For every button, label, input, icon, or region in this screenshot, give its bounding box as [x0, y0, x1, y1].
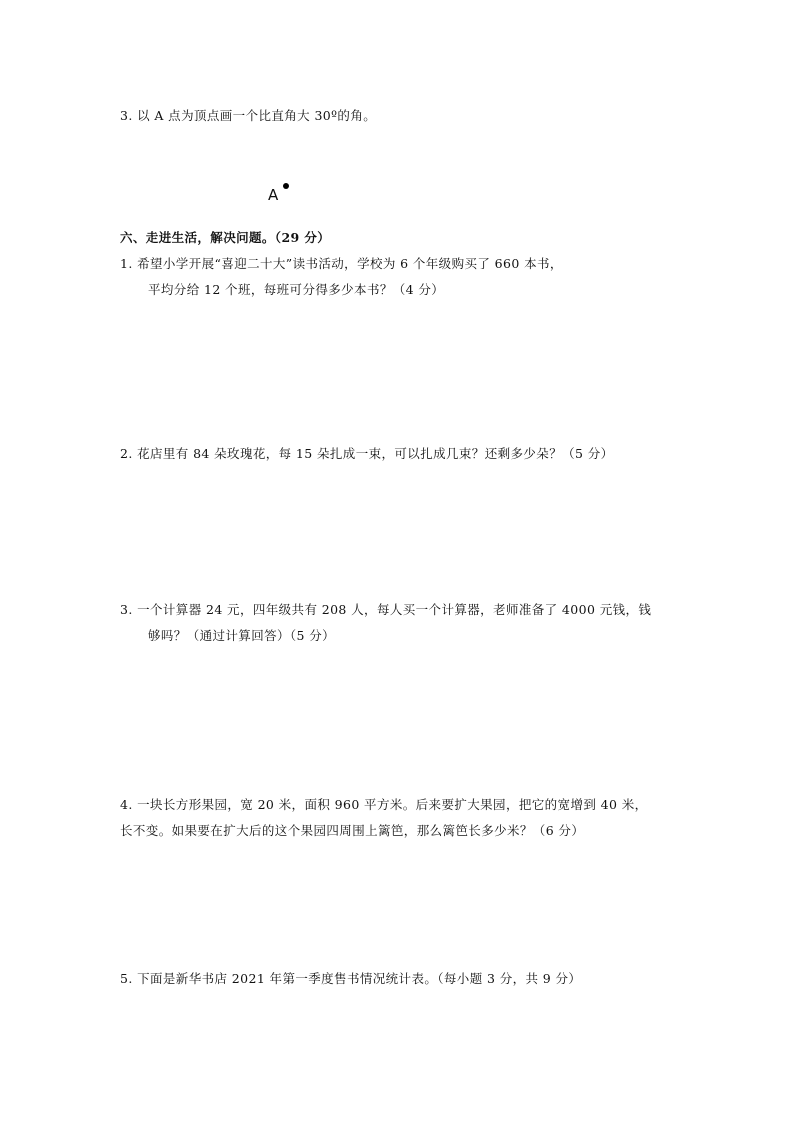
problem-4-line-1: 4. 一块长方形果园，宽 20 米，面积 960 平方米。后来要扩大果园，把它的宽增到 40 米，	[120, 797, 648, 812]
problem-3-line-2: 够吗？（通过计算回答）（5 分）	[148, 628, 336, 643]
problem-2-line-1: 2. 花店里有 84 朵玫瑰花，每 15 朵扎成一束，可以扎成几束？还剩多少朵？（5 分）	[120, 446, 614, 461]
section-6-title: 六、走进生活，解决问题。（29 分）	[120, 230, 331, 245]
problem-4-line-2: 长不变。如果要在扩大后的这个果园四周围上篱笆，那么篱笆长多少米？（6 分）	[120, 823, 585, 838]
problem-1-line-1: 1. 希望小学开展“喜迎二十大”读书活动，学校为 6 个年级购买了 660 本书，	[120, 256, 563, 271]
point-a-label: A	[268, 186, 279, 204]
problem-1-line-2: 平均分给 12 个班，每班可分得多少本书？（4 分）	[148, 282, 445, 297]
point-a-dot	[283, 183, 289, 189]
problem-5-line-1: 5. 下面是新华书店 2021 年第一季度售书情况统计表。（每小题 3 分，共 9 分）	[120, 971, 582, 986]
problem-3-line-1: 3. 一个计算器 24 元，四年级共有 208 人，每人买一个计算器，老师准备了 4000 元钱，钱	[120, 602, 652, 617]
question-draw-angle: 3. 以 A 点为顶点画一个比直角大 30º的角。	[120, 108, 377, 123]
